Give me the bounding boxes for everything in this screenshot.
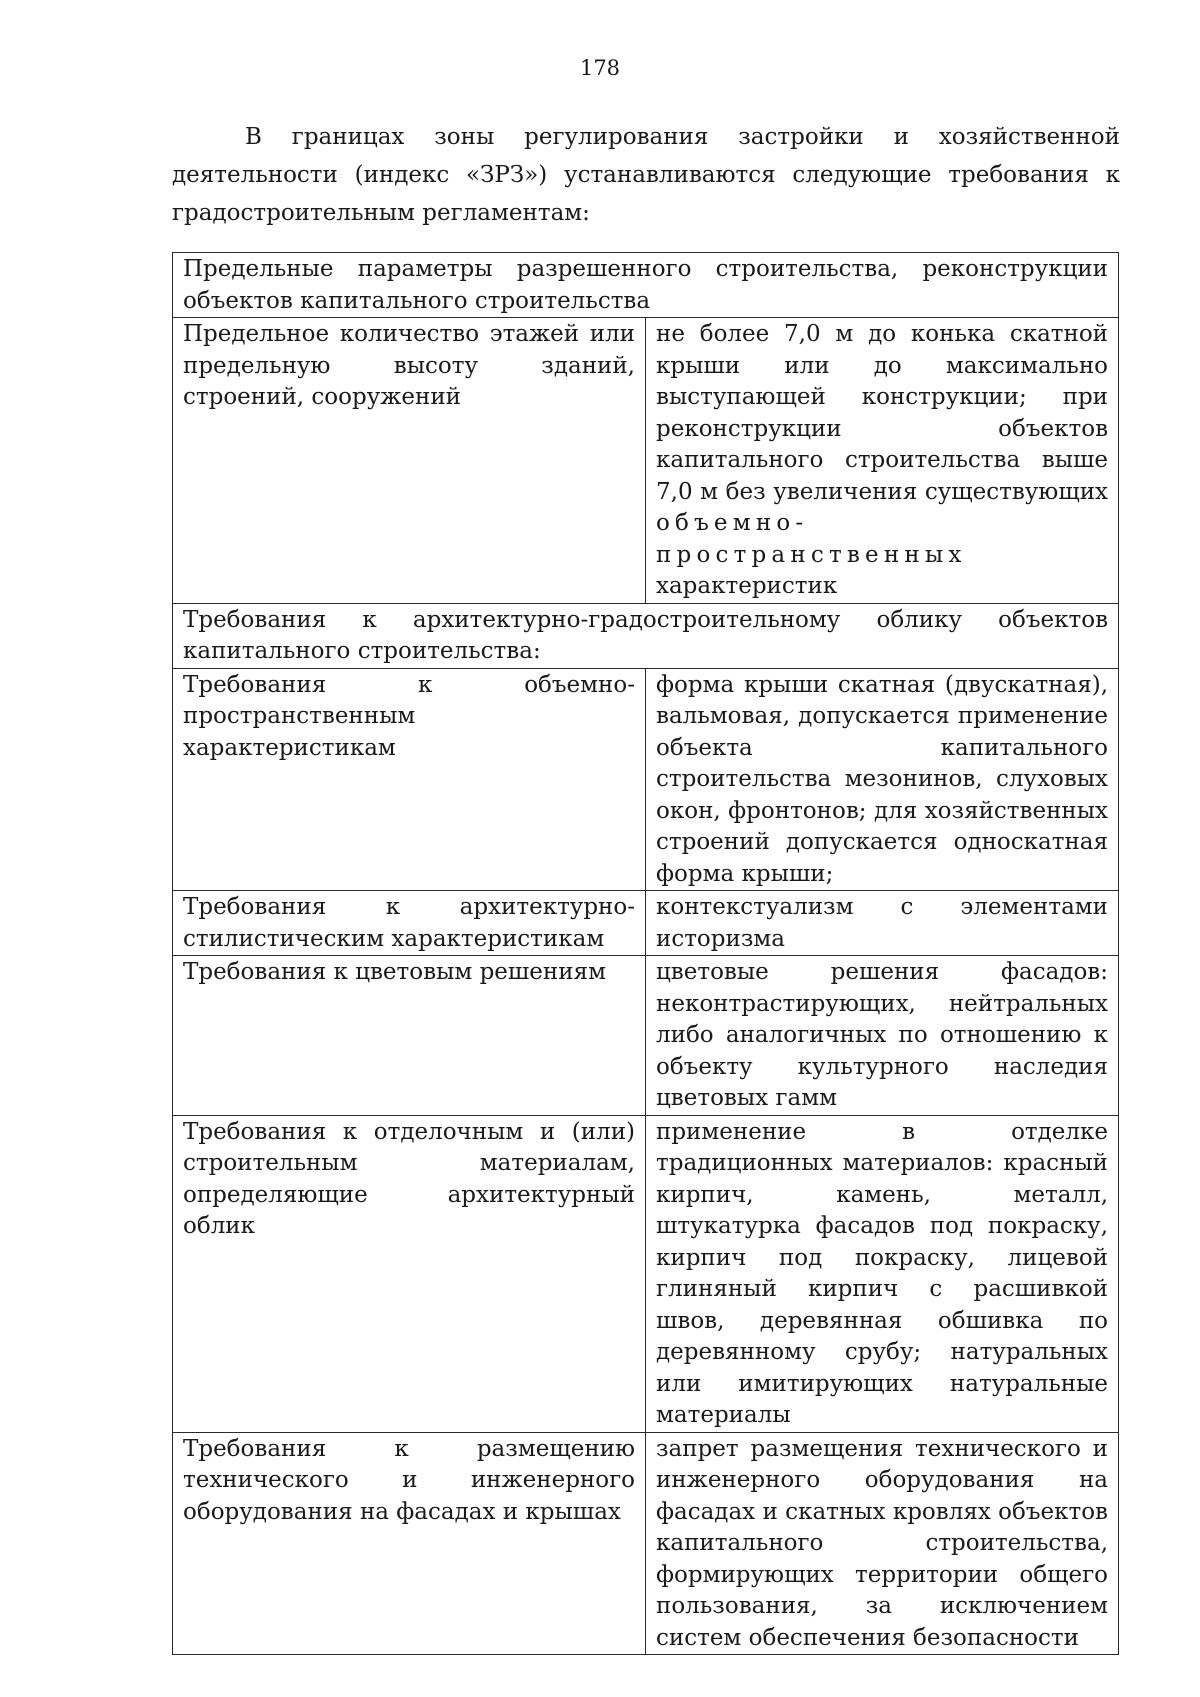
row-label-color: Требования к цветовым решениям — [173, 956, 646, 1116]
row-value-height — [646, 318, 1119, 604]
intro-paragraph: В границах зоны регулирования застройки и хозяйственной деятельности (индекс «ЗРЗ») устанавливаются следующие требования к градостроительным регламентам: — [172, 124, 1120, 226]
row-value-materials: применение в отделке традиционных материалов: красный кирпич, камень, металл, штукатурка фасадов под покраску, кирпич под покраску, лицевой глиняный кирпич с расшивкой швов, деревянная обшивка по деревянному срубу; натуральных или имитирующих натуральные материалы — [646, 1115, 1119, 1432]
section-header-appearance: Требования к архитектурно-градостроительному облику объектов капитального строительства: — [173, 603, 1119, 668]
table-row — [173, 956, 1119, 1116]
row-label-materials: Требования к отделочным и (или) строительным материалам, определяющие архитектурный облик — [173, 1115, 646, 1432]
table-row — [173, 1115, 1119, 1432]
row-label-style: Требования к архитектурно-стилистическим характеристикам — [173, 891, 646, 956]
row-label-volume: Требования к объемно-пространственным характеристикам — [173, 668, 646, 891]
row-label-height: Предельное количество этажей или предельную высоту зданий, строений, сооружений — [173, 318, 646, 604]
row-value-color: цветовые решения фасадов: неконтрастирующих, нейтральных либо аналогичных по отношению к объекту культурного наследия цветовых гамм — [646, 956, 1119, 1116]
table-row — [173, 1432, 1119, 1655]
table-row — [173, 668, 1119, 891]
section-header-limits: Предельные параметры разрешенного строительства, реконструкции объектов капитального строительства — [173, 253, 1119, 318]
table-section-header-row — [173, 253, 1119, 318]
table-row — [173, 891, 1119, 956]
regulations-table — [172, 252, 1119, 1655]
row-value-height-text: не более 7,0 м до конька скатной крыши или до максимально выступающей конструкции; при реконструкции объектов капитального строительства выше 7,0 м без увеличения существующих — [656, 321, 1109, 505]
row-value-height-spaced: объемно-пространственных — [656, 510, 967, 568]
page-number: 178 — [579, 56, 621, 80]
row-value-volume: форма крыши скатная (двускатная), вальмовая, допускается применение объекта капитального строительства мезонинов, слуховых окон, фронтонов; для хозяйственных строений допускается односкатная форма крыши; — [646, 668, 1119, 891]
row-label-equipment: Требования к размещению технического и инженерного оборудования на фасадах и крышах — [173, 1432, 646, 1655]
row-value-style: контекстуализм с элементами историзма — [646, 891, 1119, 956]
table-row — [173, 318, 1119, 604]
table-section-header-row — [173, 603, 1119, 668]
row-value-height-end: характеристик — [656, 573, 838, 599]
row-value-equipment: запрет размещения технического и инженерного оборудования на фасадах и скатных кровлях объектов капитального строительства, формирующих территории общего пользования, за исключением систем обеспечения безопасности — [646, 1432, 1119, 1655]
